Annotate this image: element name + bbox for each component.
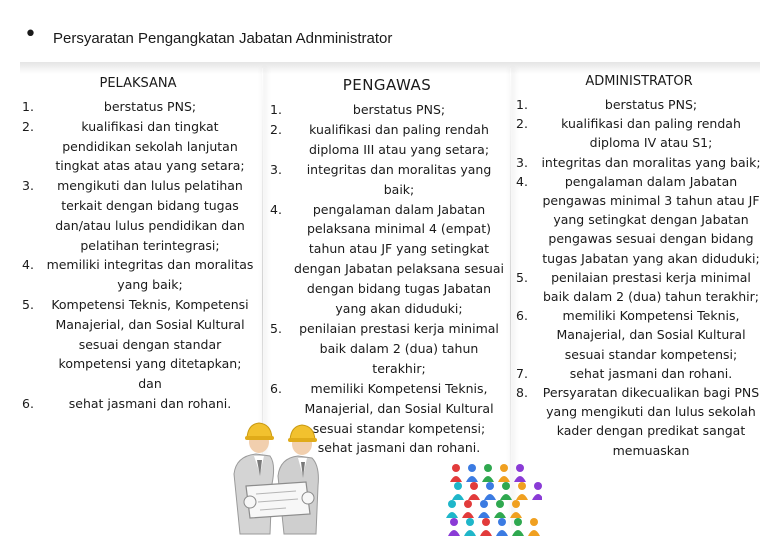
person-body <box>462 512 474 518</box>
item-text: kualifikasi dan paling rendah diploma IV atau S1; <box>561 116 741 151</box>
blueprint-icon <box>244 482 314 518</box>
list-item <box>22 255 254 295</box>
person-body <box>494 512 506 518</box>
person-head <box>466 518 474 526</box>
item-number: 2. <box>22 118 34 134</box>
person-head <box>450 518 458 526</box>
item-number: 3. <box>270 161 282 177</box>
requirements-list-pelaksana <box>22 97 254 414</box>
column-administrator <box>516 74 762 460</box>
item-text: pengalaman dalam Jabatan pengawas minimal 3 tahun atau JF yang setingkat dengan Jabatan pengawas sesuai dengan bidang tugas Jabatan yang akan diduduki; <box>542 173 760 266</box>
item-number: 6. <box>22 395 34 411</box>
item-number: 6. <box>516 308 528 324</box>
person-head <box>498 518 506 526</box>
list-item <box>270 120 504 160</box>
item-text: pengalaman dalam Jabatan pelaksana minimal 4 (empat) tahun atau JF yang setingkat dengan Jabatan pelaksana sesuai dengan bidang tugas Jabatan yang akan diduduki; <box>294 201 504 317</box>
page-title: Persyaratan Pengangkatan Jabatan Adnministrator <box>52 30 393 47</box>
item-number: 2. <box>270 121 282 137</box>
item-text: integritas dan moralitas yang baik; <box>306 161 492 197</box>
person-body <box>446 512 458 518</box>
item-text: memiliki integritas dan moralitas yang baik; <box>46 257 254 293</box>
person-body <box>512 530 524 536</box>
item-text: Kompetensi Teknis, Kompetensi Manajerial, dan Sosial Kultural sesuai dengan standar kompetensi yang ditetapkan; dan <box>51 296 249 392</box>
person-head <box>500 464 508 472</box>
item-number: 4. <box>22 257 34 273</box>
item-number: 1. <box>270 102 282 117</box>
item-number: 5. <box>516 269 528 285</box>
table-top-shadow <box>20 62 760 74</box>
item-number: 1. <box>22 99 34 114</box>
person-head <box>452 464 460 472</box>
person-body <box>500 494 512 500</box>
item-text: kualifikasi dan paling rendah diploma III atau yang setara; <box>308 121 490 157</box>
person-body <box>452 494 464 500</box>
person-body <box>532 494 542 500</box>
column-pengawas <box>270 76 504 458</box>
item-number: 8. <box>516 385 528 401</box>
list-item <box>22 117 254 176</box>
column-heading-pengawas: PENGAWAS <box>342 76 432 94</box>
person-head <box>486 482 494 490</box>
person-body <box>480 530 492 536</box>
person-head <box>484 464 492 472</box>
item-text: berstatus PNS; <box>103 99 197 114</box>
person-body <box>514 476 526 482</box>
item-number: 4. <box>270 201 282 217</box>
crowd-illustration <box>446 456 542 538</box>
person-head <box>512 500 520 508</box>
person-body <box>464 530 476 536</box>
person-body <box>478 512 490 518</box>
item-text: integritas dan moralitas yang baik; <box>541 154 761 170</box>
list-item <box>516 364 762 383</box>
person-head <box>454 482 462 490</box>
person-body <box>528 530 540 536</box>
list-item <box>516 114 762 152</box>
person-head <box>534 482 542 490</box>
crowd-figures <box>446 464 542 536</box>
item-text: sehat jasmani dan rohani. <box>569 365 733 381</box>
person-body <box>448 530 460 536</box>
engineers-illustration <box>226 404 326 538</box>
item-number: 4. <box>516 173 528 189</box>
item-text: penilaian prestasi kerja minimal baik dalam 2 (dua) tahun terakhir; <box>542 269 759 305</box>
list-item <box>22 176 254 255</box>
person-body <box>510 512 522 518</box>
item-number: 2. <box>516 116 528 132</box>
list-item <box>270 200 504 319</box>
engineer-right <box>278 425 318 534</box>
item-text: sehat jasmani dan rohani. <box>68 395 232 411</box>
item-number: 7. <box>516 365 528 381</box>
column-heading-administrator: ADMINISTRATOR <box>585 74 693 89</box>
person-head <box>514 518 522 526</box>
person-head <box>530 518 538 526</box>
person-head <box>464 500 472 508</box>
list-item <box>516 95 762 114</box>
person-head <box>482 518 490 526</box>
person-head <box>516 464 524 472</box>
person-body <box>468 494 480 500</box>
list-item <box>516 383 762 460</box>
list-item <box>270 319 504 379</box>
person-body <box>482 476 494 482</box>
item-number: 1. <box>516 97 528 112</box>
person-head <box>502 482 510 490</box>
list-item <box>516 172 762 268</box>
person-head <box>496 500 504 508</box>
list-item <box>22 295 254 394</box>
item-text: berstatus PNS; <box>352 102 446 117</box>
person-head <box>480 500 488 508</box>
item-text: memiliki Kompetensi Teknis, Manajerial, dan Sosial Kultural sesuai standar kompetensi; <box>556 308 746 362</box>
title-row <box>24 21 393 47</box>
person-body <box>516 494 528 500</box>
list-item <box>22 394 254 414</box>
person-body <box>484 494 496 500</box>
person-body <box>498 476 510 482</box>
column-pelaksana <box>22 76 254 414</box>
item-text: penilaian prestasi kerja minimal baik dalam 2 (dua) tahun terakhir; <box>299 320 499 376</box>
list-item <box>516 268 762 306</box>
column-heading-pelaksana: PELAKSANA <box>99 76 177 91</box>
item-number: 3. <box>22 178 34 194</box>
item-number: 3. <box>516 154 528 170</box>
item-text: mengikuti dan lulus pelatihan terkait dengan bidang tugas dan/atau lulus pendidikan dan pelatihan terintegrasi; <box>55 178 245 253</box>
list-item <box>270 160 504 200</box>
item-text: memiliki Kompetensi Teknis, Manajerial, dan Sosial Kultural sesuai standar kompetensi; sehat jasmani dan rohani. <box>304 380 494 456</box>
requirements-list-administrator <box>516 95 762 460</box>
person-body <box>450 476 462 482</box>
person-head <box>468 464 476 472</box>
person-body <box>496 530 508 536</box>
list-item <box>270 100 504 120</box>
item-text: berstatus PNS; <box>604 97 698 112</box>
list-item <box>516 306 762 364</box>
person-head <box>470 482 478 490</box>
person-head <box>518 482 526 490</box>
item-number: 6. <box>270 380 282 396</box>
list-item <box>516 153 762 172</box>
list-item <box>22 97 254 117</box>
item-number: 5. <box>270 320 282 336</box>
item-text: Persyaratan dikecualikan bagi PNS yang mengikuti dan lulus sekolah kader dengan predikat sangat memuaskan <box>542 385 760 458</box>
person-body <box>466 476 478 482</box>
title-bullet: • <box>24 21 37 47</box>
item-number: 5. <box>22 296 34 312</box>
item-text: kualifikasi dan tingkat pendidikan sekolah lanjutan tingkat atas atau yang setara; <box>55 118 245 174</box>
person-head <box>448 500 456 508</box>
